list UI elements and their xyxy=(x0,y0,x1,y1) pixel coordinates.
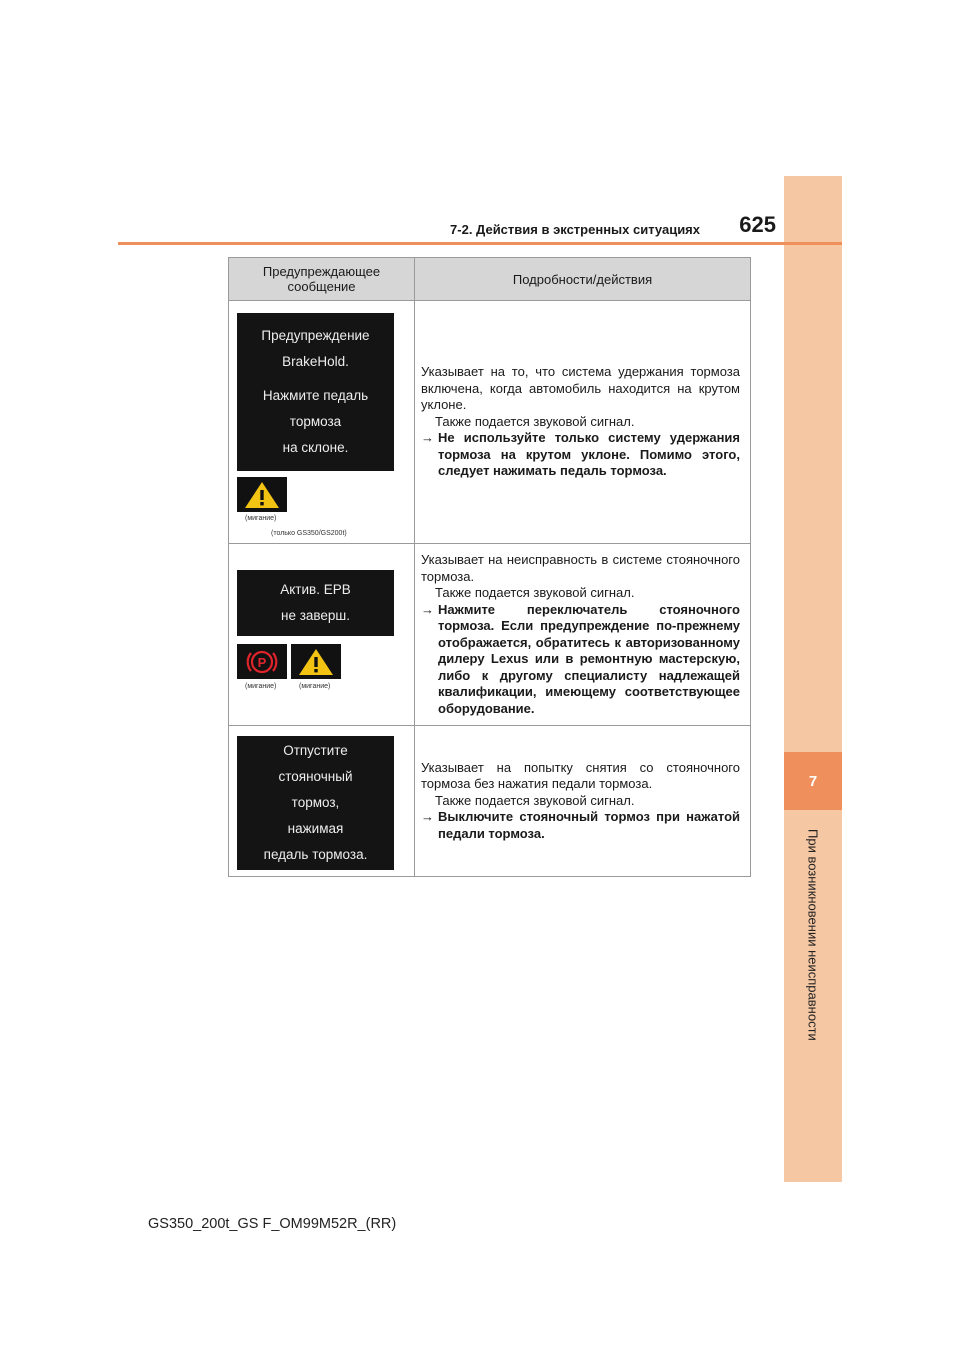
screen-line: Актив. EPB xyxy=(280,582,351,597)
table-row xyxy=(229,301,751,544)
table-header-row xyxy=(229,258,751,301)
screen-line: тормоза xyxy=(289,414,342,429)
chapter-title-vertical xyxy=(784,820,842,1050)
message-image-cell xyxy=(229,301,415,544)
chapter-number-tab[interactable]: 7 xyxy=(784,752,842,810)
column-header-message: Предупреждающее сообщение xyxy=(229,258,415,301)
details-cell xyxy=(415,301,751,544)
blink-label: (мигание) xyxy=(245,515,277,522)
action-text: Не используйте только систему удержания тормоза на крутом уклоне. Помимо этого, следует нажимать педаль тормоза. xyxy=(438,430,740,479)
screen-line: на склоне. xyxy=(282,440,349,455)
section-title: 7-2. Действия в экстренных ситуациях xyxy=(450,222,700,237)
display-screen-brakehold xyxy=(237,313,394,471)
sound-text: Также подается звуковой сигнал. xyxy=(435,792,635,808)
page-number: 625 xyxy=(739,212,776,237)
details-cell xyxy=(415,544,751,726)
sound-text: Также подается звуковой сигнал. xyxy=(435,585,635,600)
screen-line: Предупреждение xyxy=(261,328,370,343)
description-text: Указывает на то, что система удержания тормоза включена, когда автомобиль находится на крутом уклоне. xyxy=(421,364,740,413)
action-item xyxy=(421,430,740,480)
warning-triangle-icon xyxy=(243,480,281,510)
screen-line: Нажмите педаль xyxy=(262,388,369,403)
chapter-title: При возникновении неисправности xyxy=(805,829,821,1041)
warning-table xyxy=(228,257,751,877)
message-image-cell xyxy=(229,544,415,726)
document-code: GS350_200t_GS F_OM99M52R_(RR) xyxy=(148,1216,397,1232)
warning-triangle-icon xyxy=(297,647,335,677)
action-text: Нажмите переключатель стояночного тормоза. Если предупреждение по-прежнему отображается, обратитесь к авторизованному дилеру Lexus или в ремонтную мастерскую, либо к другому специалисту надлежащей квалификации, имеющему соответствующее оборудование. xyxy=(438,601,740,716)
description-text: Указывает на попытку снятия со стояночного тормоза без нажатия педали тормоза. xyxy=(421,759,740,792)
sound-text: Также подается звуковой сигнал. xyxy=(435,413,635,429)
blink-label: (мигание) xyxy=(299,683,331,690)
screen-line: не заверш. xyxy=(280,608,351,623)
action-item xyxy=(421,602,740,718)
action-text: Выключите стояночный тормоз при нажатой педали тормоза. xyxy=(438,809,740,841)
parking-brake-icon xyxy=(245,647,279,677)
table-row xyxy=(229,726,751,877)
screen-line: нажимая xyxy=(287,821,344,836)
blink-label: (мигание) xyxy=(245,683,277,690)
display-screen-release-brake xyxy=(237,736,394,870)
arrow-icon: → xyxy=(421,430,434,446)
screen-line: BrakeHold. xyxy=(282,354,349,369)
header-divider xyxy=(118,242,842,245)
warning-indicator xyxy=(237,477,287,512)
screen-line: стояночный xyxy=(278,769,353,784)
screen-line: педаль тормоза. xyxy=(263,847,368,862)
arrow-icon: → xyxy=(421,809,434,825)
description-text: Указывает на неисправность в системе стояночного тормоза. xyxy=(421,552,740,584)
action-item xyxy=(421,809,740,842)
screen-line: Отпустите xyxy=(283,743,348,758)
arrow-icon: → xyxy=(421,601,434,617)
message-image-cell xyxy=(229,726,415,877)
svg-text:P: P xyxy=(257,654,267,670)
table-row xyxy=(229,544,751,726)
model-note: (только GS350/GS200t) xyxy=(271,530,347,537)
screen-line: тормоз, xyxy=(291,795,340,810)
details-cell xyxy=(415,726,751,877)
column-header-details: Подробности/действия xyxy=(415,258,751,301)
warning-indicator xyxy=(291,644,341,679)
parking-brake-indicator xyxy=(237,644,287,679)
display-screen-epb xyxy=(237,570,394,636)
